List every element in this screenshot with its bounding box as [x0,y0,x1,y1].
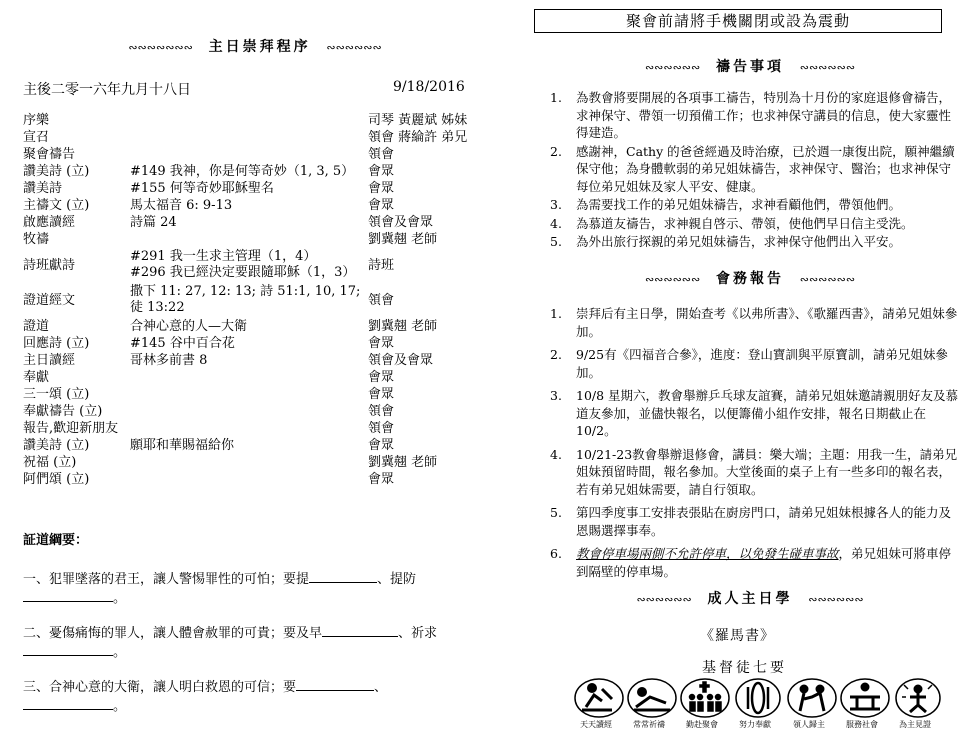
order-item-person: 會眾 [368,198,395,213]
order-item-person: 會眾 [368,370,395,385]
order-item-person: 領會 [368,147,395,162]
list-text: 9/25有《四福音合參》，進度：登山寶訓與平原寶訓，請弟兄姐妹參加。 [576,347,948,380]
order-row [23,248,473,283]
order-item-content-line: 合神心意的人—大衛 [130,319,248,334]
list-number: 3. [550,388,562,403]
order-item-content [130,197,232,214]
list-text: 感謝神，Cathy 的爸爸經過及時治療，已於週一康復出院，願神繼續保守他；為身體軟弱的弟兄姐妹禱告，求神保守、醫治；也求神保守每位弟兄姐妹及家人平安、健康。 [576,143,955,194]
order-item-person: 會眾 [368,181,395,196]
order-item-content [130,163,354,180]
order-item-person: 領會及會眾 [368,353,434,368]
sermon-point-2 [23,624,473,662]
list-number: 5. [550,234,562,249]
order-item-name: 奉獻禱告 (立) [23,404,103,419]
list-number: 2. [550,347,562,362]
order-item-content-line: #296 我已經決定要跟隨耶穌（1，3） [130,265,356,280]
church-news-header [600,268,900,288]
sermon-outline-title: 証道綱要： [23,533,89,548]
praying-icon [628,679,676,717]
order-row [23,283,473,318]
blank-line [296,678,374,691]
offering-icon [736,679,780,717]
ornament-right: ∾∾∾∾∾∾ [799,273,856,286]
order-of-worship-title: 主日崇拜程序 [208,39,311,55]
church-news-item [542,387,962,440]
church-news-item [542,446,962,499]
order-item-content-line: 願耶和華賜福給你 [130,438,235,453]
sermon-point-text: 二、憂傷痛悔的罪人，讓人體會赦罪的可貴；要及早 [23,626,323,641]
ornament-left: ∾∾∾∾∾∾∾ [128,41,193,54]
list-text: 10/21-23教會舉辦退修會，講員：樂大端；主題：用我一生，請弟兄姐妹預留時間，報名參加。大堂後面的桌子上有一些多印的報名表，若有弟兄姐妹需要，請自行領取。 [576,446,958,497]
list-text: 為教會將要開展的各項事工禱告，特別為十月份的家庭退修會禱告，求神保守、帶領一切預備工作；也求神保守講員的信息，使大家靈性得建造。 [576,90,952,140]
ornament-left: ∾∾∾∾∾∾ [644,61,701,74]
list-number: 5. [550,505,562,520]
order-item-person: 劉冀翹 老師 [368,319,438,334]
sermon-point-text: 三、合神心意的大衛，讓人明白救恩的可信；要 [23,680,297,695]
order-row [23,180,473,197]
order-item-content-line: 哥林多前書 8 [130,353,208,368]
date-numeric: 9/18/2016 [393,79,465,95]
church-news-item [542,305,962,340]
order-item-name: 主日讀經 [23,353,76,368]
church-news-item [542,545,962,580]
order-item-name: 序樂 [23,113,50,128]
order-item-person: 領會 [368,293,395,308]
left-page [0,0,480,739]
order-item-name: 阿們頌 (立) [23,472,90,487]
order-row [23,146,473,163]
blank-line [23,697,113,710]
right-page [520,0,977,739]
emphasized-text: 教會停車場兩側不允許停車，以免發生碰車事故 [576,546,839,561]
bible-reading-icon [575,679,623,717]
order-item-name: 牧禱 [23,232,50,247]
order-item-name: 詩班獻詩 [23,258,76,273]
order-item-content-line: #145 谷中百合花 [130,336,235,351]
order-item-content [130,214,177,231]
order-item-person: 領會 蔣綸許 弟兄 [368,130,468,145]
church-news-item [542,504,962,539]
order-item-person: 會眾 [368,164,395,179]
phone-notice-box: 聚會前請將手機關閉或設為震動 [534,9,942,33]
sermon-point-text: 、 [374,680,388,695]
order-row [23,318,473,335]
order-item-content [130,249,355,281]
prayer-item [542,215,962,233]
order-item-name: 讚美詩 (立) [23,438,90,453]
seven-essentials-icons [572,677,942,719]
ornament-right: ∾∾∾∾∾∾ [326,41,382,54]
order-item-content-line: 詩篇 24 [130,215,177,230]
caption-offering: 努力奉獻 [739,720,771,729]
order-row [23,112,473,129]
order-item-name: 祝福 (立) [23,455,77,470]
order-item-person: 詩班 [368,258,395,273]
prayer-list [542,89,962,252]
adult-sunday-school-title: 成人主日學 [707,591,793,607]
blank-line [309,570,377,583]
church-news-item [542,346,962,381]
list-number: 3. [550,197,562,212]
church-news-title: 會務報告 [716,271,784,287]
caption-bible-reading: 天天讀經 [580,720,612,729]
adult-sunday-school-header [600,588,900,608]
ornament-right: ∾∾∾∾∾∾ [808,593,864,606]
prayer-item [542,233,962,251]
order-item-content [130,335,235,352]
list-text: ，弟兄姐妹可將車停到隔壁的停車場。 [576,546,952,579]
list-number: 4. [550,215,562,231]
sermon-point-text: 、祈求 [398,626,438,641]
ornament-left: ∾∾∾∾∾∾ [636,593,692,606]
list-number: 4. [550,446,562,462]
sermon-outline [23,529,473,732]
order-of-worship-header [100,36,410,56]
list-text: 為慕道友禱告，求神親自啓示、帶領，使他們早日信主受洗。 [576,215,914,231]
prayer-title: 禱告事項 [716,59,784,75]
order-item-person: 司琴 黃麗斌 姊妹 [368,113,468,128]
order-item-content-line: 撒下 11: 27, 12: 13; 詩 51:1, 10, 17; [130,284,361,299]
order-item-name: 讚美詩 [23,181,63,196]
caption-evangelism: 領人歸主 [793,720,825,729]
church-news-list [542,305,962,586]
order-item-person: 會眾 [368,336,395,351]
order-item-person: 劉冀翹 老師 [368,232,438,247]
order-of-worship-table [23,112,473,488]
order-item-content [130,318,247,335]
order-item-name: 證道經文 [23,293,76,308]
worship-gathering-icon [681,679,729,717]
order-row [23,437,473,454]
order-row [23,231,473,248]
order-item-content [130,352,207,369]
seven-christian-essentials [572,657,942,739]
order-item-name: 聚會禱告 [23,147,76,162]
order-item-person: 會眾 [368,472,395,487]
social-service-icon [841,679,889,717]
order-item-content-line: #155 何等奇妙耶穌聖名 [130,181,274,196]
book-title: 《羅馬書》 [700,628,775,644]
list-number: 6. [550,546,562,561]
list-text: 為需要找工作的弟兄姐妹禱告，求神看顧他們，帶領他們。 [576,197,902,212]
sermon-point-3 [23,678,473,716]
caption-gathering: 勤赴聚會 [686,720,718,729]
prayer-item [542,196,962,214]
order-item-person: 領會 [368,421,395,436]
order-row [23,420,473,437]
order-item-content-line: 馬太福音 6: 9-13 [130,198,233,213]
blank-line [23,589,113,602]
order-item-person: 會眾 [368,438,395,453]
order-item-name: 宣召 [23,130,50,145]
order-item-name: 主禱文 (立) [23,198,90,213]
order-item-name: 三一頌 (立) [23,387,90,402]
order-row [23,369,473,386]
prayer-header [600,56,900,76]
list-text: 為外出旅行探親的弟兄姐妹禱告，求神保守他們出入平安。 [576,234,902,249]
order-row [23,386,473,403]
order-row [23,471,473,488]
order-item-content-line: #149 我神，你是何等奇妙（1, 3, 5） [130,164,355,179]
seven-essentials-title: 基督徒七要 [702,660,787,676]
list-number: 2. [550,143,562,159]
order-row [23,403,473,420]
caption-service: 服務社會 [846,720,878,729]
list-text: 崇拜后有主日學，開始查考《以弗所書》、《歌羅西書》，請弟兄姐妹參加。 [576,306,958,339]
order-item-content-line: 徒 13:22 [130,300,185,315]
blank-line [23,643,113,656]
order-item-name: 回應詩 (立) [23,336,90,351]
ornament-left: ∾∾∾∾∾∾ [644,273,701,286]
order-item-name: 證道 [23,319,50,334]
list-text: 第四季度事工安排表張貼在廚房門口，請弟兄姐妹根據各人的能力及恩賜選擇事奉。 [576,505,952,538]
order-item-content [130,437,234,454]
order-item-content [130,284,360,316]
order-row [23,197,473,214]
list-text: 10/8 星期六，教會舉辦乒乓球友誼賽，請弟兄姐妹邀請親朋好友及慕道友參加，並儘快報名，以便籌備小組作安排，報名日期截止在10/2。 [576,388,959,438]
prayer-item [542,143,962,196]
sermon-point-1 [23,570,473,608]
order-item-name: 奉獻 [23,370,50,385]
evangelism-icon [788,679,836,717]
order-item-person: 劉冀翹 老師 [368,455,438,470]
caption-praying: 常常祈禱 [633,720,665,729]
order-item-name: 讚美詩 (立) [23,164,90,179]
order-row [23,454,473,471]
order-item-content [130,180,274,197]
sermon-point-text: 、提防 [377,572,417,587]
sermon-point-end: 。 [113,699,127,714]
order-row [23,214,473,231]
caption-witness: 為主見證 [899,720,931,729]
witness-icon [896,679,940,717]
sermon-point-end: 。 [113,591,127,606]
date-chinese: 主後二零一六年九月十八日 [23,82,191,98]
order-item-person: 領會及會眾 [368,215,434,230]
order-item-person: 會眾 [368,387,395,402]
sermon-point-text: 一、犯罪墜落的君王，讓人警惕罪性的可怕；要提 [23,572,310,587]
ornament-right: ∾∾∾∾∾∾ [799,61,856,74]
order-row [23,129,473,146]
order-item-content-line: #291 我一生求主管理（1，4） [130,249,317,264]
blank-line [322,624,398,637]
order-item-name: 報告,歡迎新朋友 [23,421,119,436]
order-item-person: 領會 [368,404,395,419]
list-number: 1. [550,90,562,105]
prayer-item [542,89,962,142]
order-row [23,163,473,180]
list-number: 1. [550,306,562,321]
sermon-point-end: 。 [113,645,127,660]
order-row [23,352,473,369]
order-row [23,335,473,352]
order-item-name: 啟應讀經 [23,215,76,230]
